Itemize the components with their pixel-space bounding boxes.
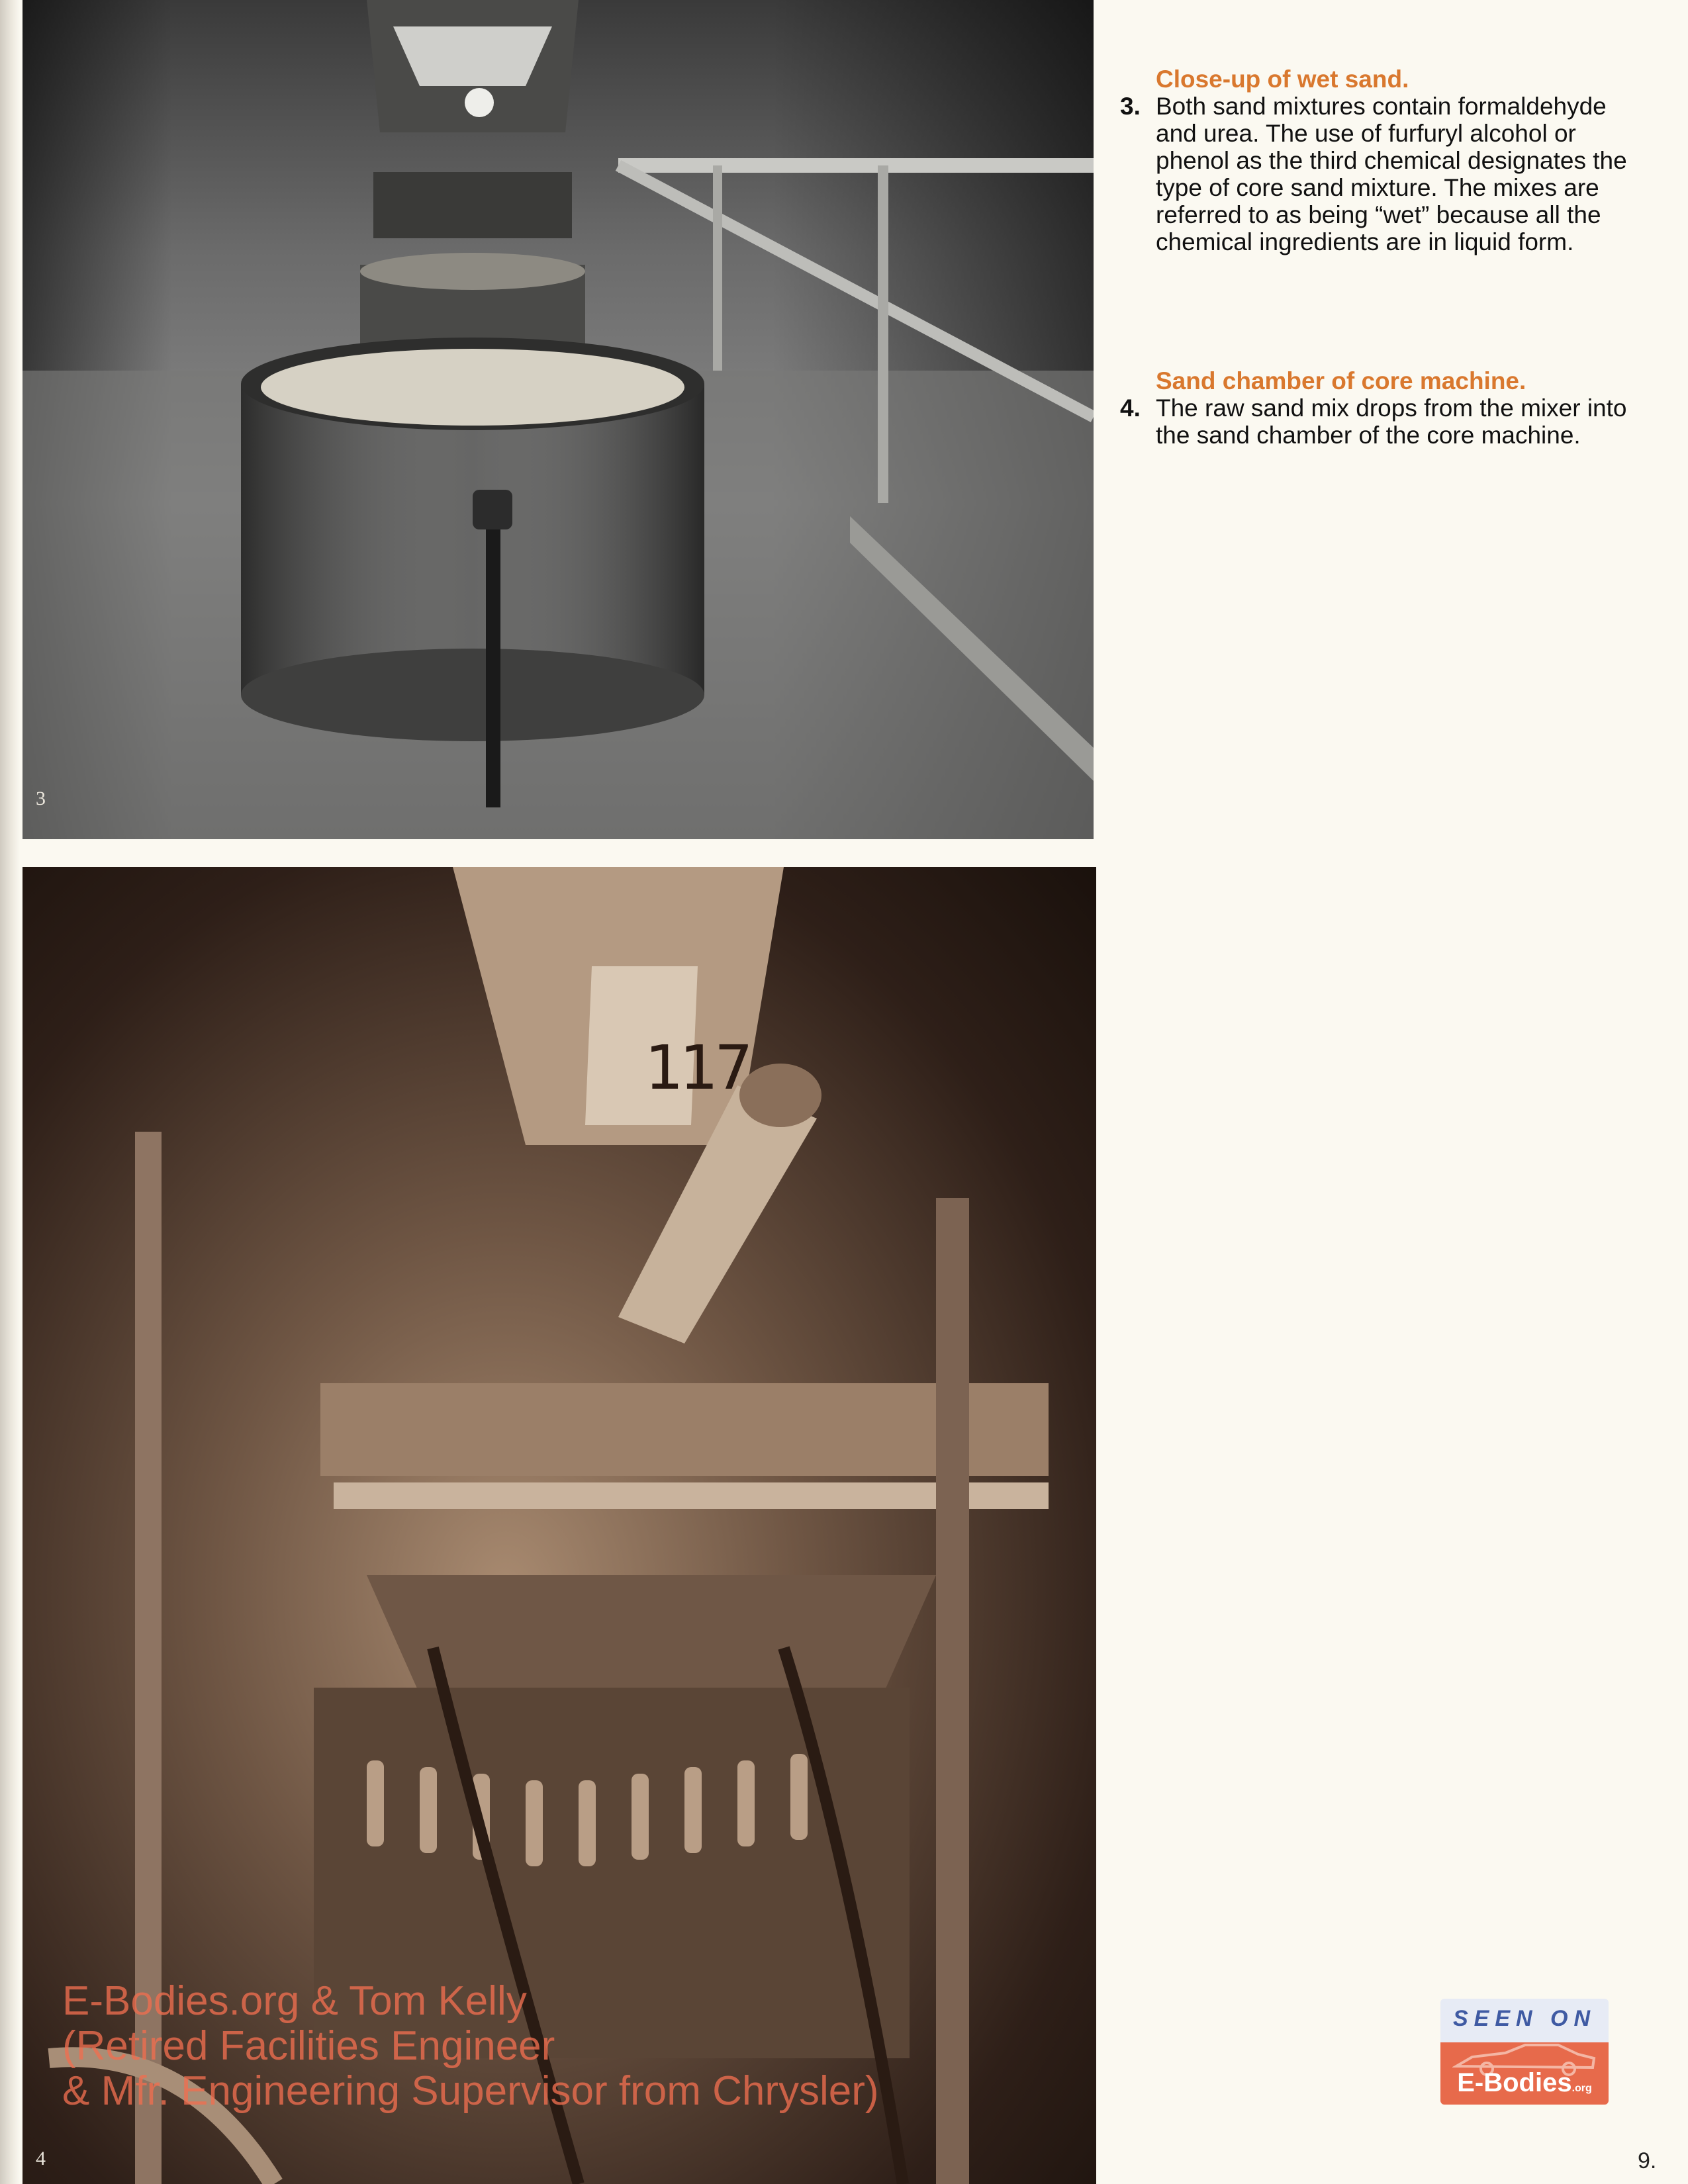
caption-title: Sand chamber of core machine. xyxy=(1156,367,1526,394)
binding-edge xyxy=(0,0,20,2184)
badge-site-name xyxy=(1457,2068,1592,2105)
caption-body xyxy=(1120,394,1636,449)
photo-number: 3 xyxy=(36,788,46,809)
seen-on-badge xyxy=(1440,1999,1609,2105)
caption-text: The raw sand mix drops from the mixer into the sand chamber of the core machine. xyxy=(1156,394,1627,449)
watermark xyxy=(62,1979,1029,2114)
caption-4 xyxy=(1120,368,1636,449)
badge-site-suffix: .org xyxy=(1571,2083,1592,2094)
photo-number: 4 xyxy=(36,2148,46,2169)
page-number: 9. xyxy=(1638,2148,1657,2173)
badge-top-text: SEEN ON xyxy=(1440,1999,1609,2042)
photo-wet-sand xyxy=(23,0,1094,839)
watermark-line: & Mfr. Engineering Supervisor from Chrysler) xyxy=(62,2068,879,2114)
caption-title: Close-up of wet sand. xyxy=(1156,66,1409,93)
caption-text: Both sand mixtures contain formaldehyde and urea. The use of furfuryl alcohol or phenol as the third chemical designates the type of core sand mixture. The mixes are referred to as being “wet” because all the chemical ingredients are in liquid form. xyxy=(1156,93,1627,255)
badge-bottom xyxy=(1440,2042,1609,2105)
caption-3 xyxy=(1120,66,1636,255)
machine-number-label: 117 xyxy=(645,1032,749,1103)
photo-wet-sand-illustration xyxy=(23,0,1094,839)
caption-body xyxy=(1120,93,1636,255)
caption-number: 4. xyxy=(1120,394,1141,422)
watermark-line: (Retired Facilities Engineer xyxy=(62,2023,555,2069)
badge-site-label: E-Bodies xyxy=(1457,2068,1572,2097)
watermark-line: E-Bodies.org & Tom Kelly xyxy=(62,1978,527,2024)
caption-number: 3. xyxy=(1120,93,1141,120)
